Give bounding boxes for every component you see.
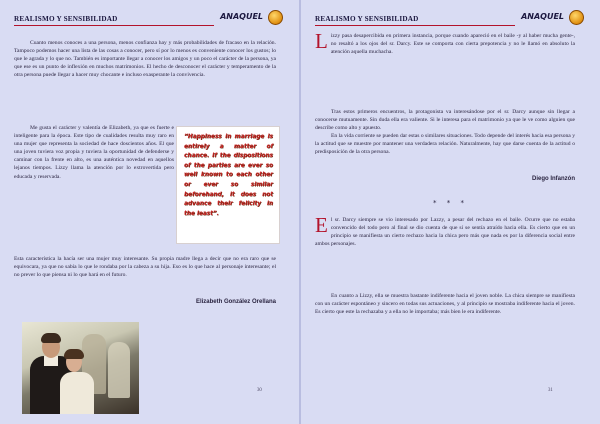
- author-signature: Diego Infanzón: [532, 176, 575, 182]
- section-title: REALISMO Y SENSIBILIDAD: [315, 15, 419, 23]
- right-page: [301, 0, 600, 424]
- section-separator: * * *: [433, 199, 468, 207]
- section-title: REALISMO Y SENSIBILIDAD: [14, 15, 118, 23]
- header-rule: [315, 25, 515, 26]
- brand-name: ANAQUEL: [220, 12, 263, 21]
- page-number: 31: [548, 388, 553, 393]
- left-header: [14, 10, 285, 30]
- quote-text: “Happiness in marriage is entirely a matter of chance. If the dispositions of the parties are ever so well known to each other or ever so similar beforehand, it does not advance their felicity in the least”.: [184, 134, 273, 217]
- right-paragraph-2b: En la vida corriente se pueden dar estas o similares situaciones. Todo depende del interés hacia esa persona y la actitud que se muestre por mantener una verdadera relación. Naturalmente, hay que darse cuenta de la actitud o predisposición de la otra persona.: [315, 133, 575, 156]
- author-signature: Elizabeth González Orellana: [195, 299, 276, 305]
- right-paragraph-4a: En cuanto a Lizzy, ella se muestra bastante indiferente hacia el joven noble. La chica siempre se manifiesta con un carácter espontáneo y sincero en todas sus actuaciones, y al principio se mostraba indiferente hacia el joven. Es cierto que este la rechazaba y a ella no le importaba; más bien le era indiferente.: [315, 293, 575, 316]
- brand-name: ANAQUEL: [521, 12, 564, 21]
- drop-cap: L: [315, 29, 328, 53]
- right-paragraph-2a: Tras estos primeros encuentros, la protagonista va interesándose por el sr. Darcy aunque sin llegar a conocerse mutuamente. Sin duda ella era valiente. Si le interesa para el matrimonio ya que le ve como alguien que describe como alto y apuesto.: [315, 109, 575, 132]
- woman-figure: [60, 372, 94, 414]
- right-paragraph-1: [315, 29, 575, 56]
- left-paragraph-2: Me gusta el carácter y valentía de Elizabeth, ya que es fuerte e inteligente para la época. Este tipo de cualidades resulta muy raro en una mujer que representa la sociedad de hace doscientos años. El que una joven tuviera voz propia y tuviera la oportunidad de defenderse y caminar con la frente en alto, es una auténtica novedad en aquellos lejanos tiempos. Lizzy llama la atención por lo extrovertida pero educada y reservada.: [14, 125, 174, 180]
- right-paragraph-group-4: [315, 292, 575, 316]
- paragraph-body: izzy pasa desapercibida en primera instancia, porque cuando apareció en el baile -y al haber mucha gente-, no resaltó a los ojos del sr. Darcy. Este se comporta con cierta prepotencia y no le llamó en absoluto la atención aquella muchacha.: [330, 33, 575, 56]
- header-rule: [14, 25, 214, 26]
- movie-still-photo: [22, 322, 139, 414]
- anaquel-badge-icon: [268, 10, 283, 25]
- anaquel-badge-icon: [569, 10, 584, 25]
- left-page: [0, 0, 299, 424]
- quote-box: [176, 126, 280, 244]
- woman-hair: [64, 349, 84, 359]
- right-header: [315, 10, 586, 30]
- right-paragraph-3: [315, 213, 575, 248]
- left-paragraph-1: Cuanto menos conoces a una persona, menos confianza hay y más probabilidades de fracaso en la relación. Tampoco podemos hacer una lista de las cosas a conocer, pero sí por lo menos es conveniente conocer los gustos; lo que le agrada y lo que no. También es importante llegar a conocer los amigos y un poco el carácter de la persona, ya que ese es un punto de inflexión en muchos matrimonios. El hecho de desconocer el carácter y temperamento de la otra persona puede llegar a hacer muy chocante e incluso exasperante la convivencia.: [14, 40, 276, 79]
- right-paragraph-group-2: [315, 108, 575, 157]
- background-figure: [108, 342, 130, 398]
- drop-cap: E: [315, 213, 328, 237]
- paragraph-body: l sr. Darcy siempre se vio interesado por Lazzy, a pesar del rechazo en el baile. Ocurre que no estaba convencido del todo pero al final se dio cuenta de que sí se sentía atraído hacia ella. Es cierto que en un principio se manifiesta un cierto rechazo hacia la chica pero más que nada es por la diferencia social entre ambos personajes.: [315, 217, 575, 248]
- page-number: 30: [257, 388, 262, 393]
- man-hair: [41, 333, 61, 343]
- left-paragraph-3: Esta característica la hacía ser una mujer muy interesante. Su propia madre llega a decir que no era raro que se equivocara, ya que no sabía lo que le rondaba por la cabeza a su hija. Eso es lo que hace al personaje interesante; el no prever lo que piensa ni lo que hará en el futuro.: [14, 256, 276, 279]
